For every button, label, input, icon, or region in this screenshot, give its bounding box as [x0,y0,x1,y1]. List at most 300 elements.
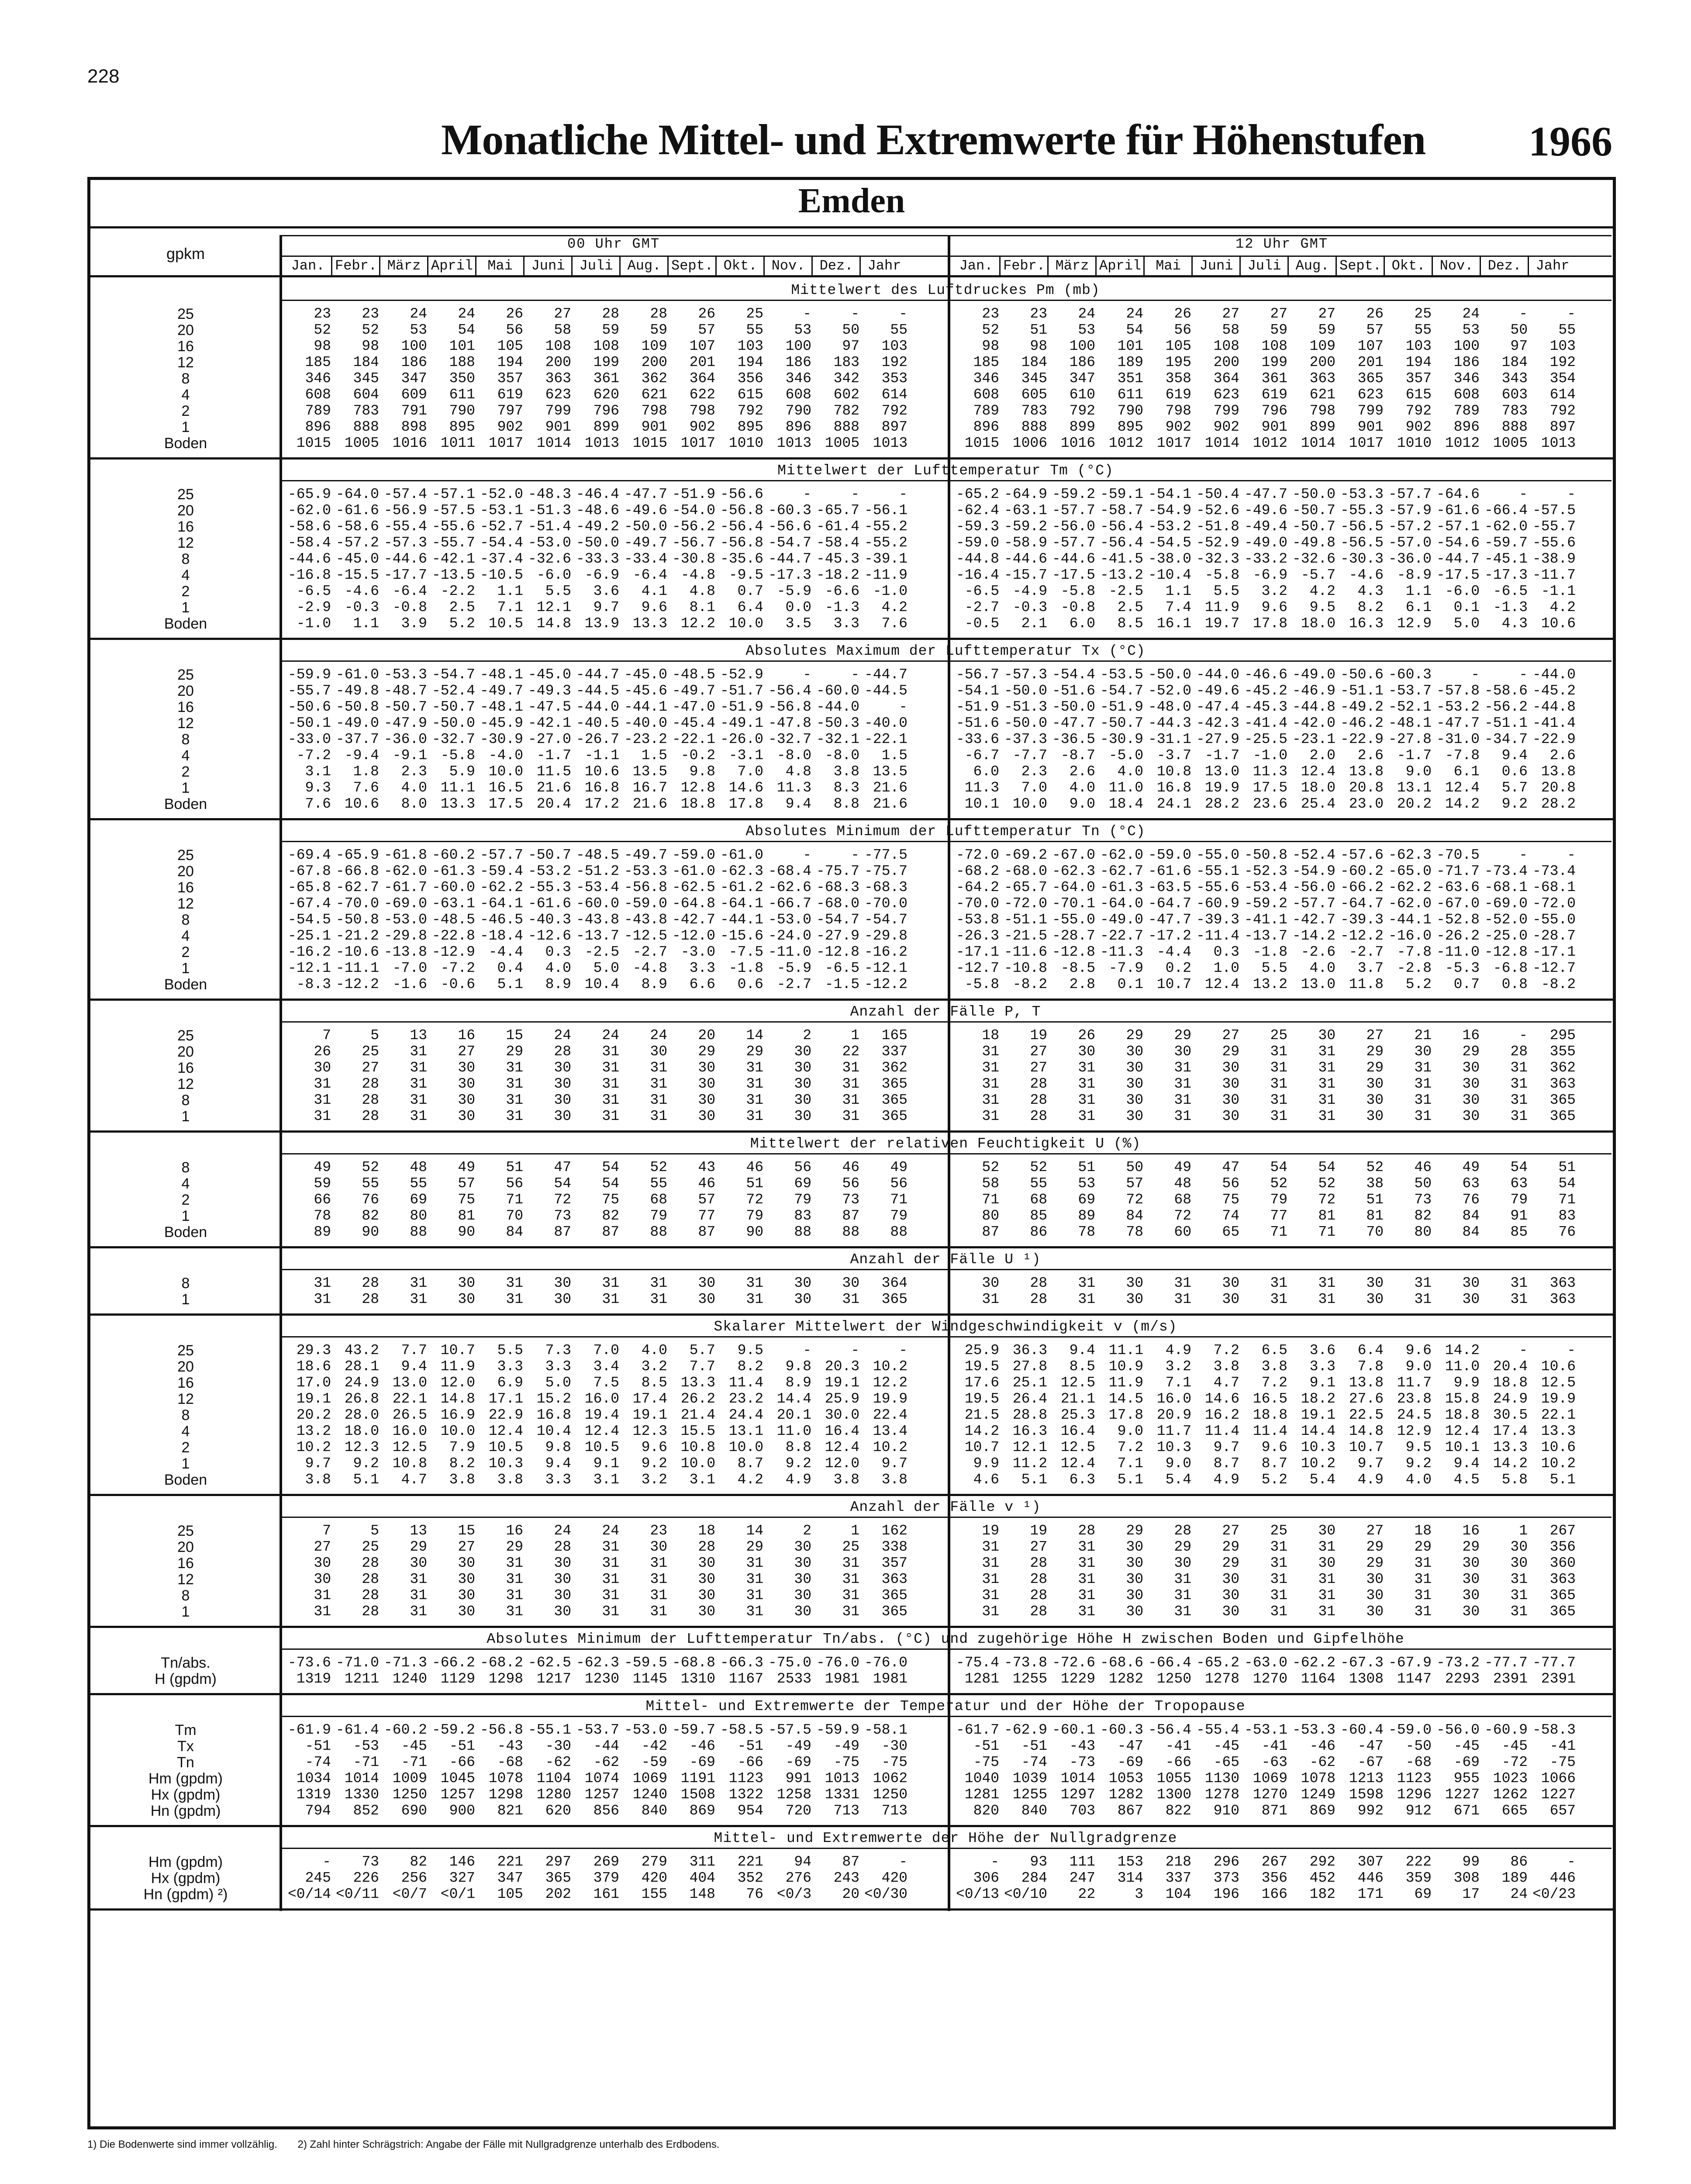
table-cell: 83 [1558,1208,1576,1224]
table-cell: 107 [1357,338,1384,354]
table-cell: 73 [842,1192,859,1208]
table-cell: 31 [1510,1291,1528,1307]
month-header-12-4: Mai [1156,258,1181,274]
table-cell: 23.6 [1253,796,1287,812]
table-cell: <0/13 [956,1886,999,1902]
table-cell: 1.1 [1405,583,1432,599]
table-cell: 1013 [776,435,811,451]
table-cell: 94 [794,1854,811,1870]
table-cell: 796 [593,403,619,419]
table-cell: -57.1 [431,486,475,502]
table-cell: 5.1 [353,1472,379,1488]
table-cell: -66.4 [1484,502,1528,518]
table-cell: 182 [1309,1886,1336,1902]
table-cell: -32.7 [431,731,475,747]
table-cell: 31 [842,1555,859,1571]
table-cell: -46.2 [1340,715,1384,731]
table-cell: -25.0 [1484,928,1528,944]
table-cell: -49.7 [672,683,715,699]
table-cell: -45.0 [528,667,571,683]
table-cell: 28 [1078,1523,1095,1539]
table-cell: 30 [1318,1523,1336,1539]
table-cell: 49 [458,1159,475,1175]
table-cell: 9.0 [1069,796,1095,812]
table-cell: 194 [1405,354,1432,370]
table-cell: 28 [650,306,667,322]
table-cell: 6.0 [1069,615,1095,632]
table-cell: 73 [554,1208,571,1224]
table-cell: -56.4 [1100,535,1143,551]
table-cell: 13.5 [632,764,667,780]
table-cell: 10.0 [440,1423,475,1439]
table-cell: 27.6 [1349,1391,1384,1407]
table-cell: 615 [1405,387,1432,403]
table-cell: 353 [881,370,908,387]
table-cell: 23 [362,306,379,322]
table-cell: -61.7 [956,1722,999,1738]
table-cell: - [899,486,908,502]
table-cell: 108 [1213,338,1239,354]
table-cell: -53 [353,1738,379,1754]
table-cell: -2.8 [1397,960,1432,976]
table-cell: -51.9 [672,486,715,502]
table-cell: 31 [410,1092,427,1108]
table-cell: 1250 [392,1787,427,1803]
table-cell: 194 [497,354,523,370]
table-cell: 54 [1558,1175,1576,1192]
table-cell: -57.5 [1532,502,1576,518]
table-cell: 30 [794,1555,811,1571]
table-cell: 346 [1453,370,1480,387]
table-cell: 888 [353,419,379,435]
table-cell: -68.2 [480,1655,523,1671]
table-cell: 31 [1510,1571,1528,1587]
table-cell: 153 [1117,1854,1143,1870]
table-cell: -13.2 [1100,567,1143,583]
month-header-12-8: Sept. [1339,258,1381,274]
table-cell: 52 [982,1159,999,1175]
table-cell: -40.5 [576,715,619,731]
table-cell: -8.2 [1012,976,1047,992]
table-cell: 10.6 [1541,615,1576,632]
table-cell: -25.5 [1244,731,1287,747]
table-cell: -36.0 [1388,551,1432,567]
table-cell: 3.5 [785,615,811,632]
table-cell: -12.1 [864,960,908,976]
table-cell: 31 [1078,1539,1095,1555]
table-cell: -46 [689,1738,715,1754]
table-cell: 82 [1414,1208,1432,1224]
table-cell: 1147 [1397,1671,1432,1687]
table-cell: 4.0 [545,960,571,976]
table-cell: 31 [1078,1291,1095,1307]
table-cell: 1298 [488,1787,523,1803]
table-cell: 31 [1174,1108,1191,1124]
table-cell: -75.7 [816,863,859,879]
table-cell: 30 [1078,1044,1095,1060]
table-cell: 1270 [1253,1787,1287,1803]
table-cell: 71 [506,1192,523,1208]
table-cell: 27 [1030,1044,1047,1060]
table-cell: 26 [1174,306,1191,322]
table-cell: -6.6 [825,583,859,599]
table-cell: 30.0 [825,1407,859,1423]
table-cell: -49.0 [1100,912,1143,928]
table-cell: 29 [1174,1027,1191,1044]
table-cell: -56.0 [1052,518,1095,535]
table-cell: 783 [1501,403,1528,419]
table-cell: 1010 [1397,435,1432,451]
table-cell: -52.0 [480,486,523,502]
table-cell: 7.9 [449,1439,475,1455]
table-cell: 21.6 [536,780,571,796]
table-cell: 14.2 [964,1423,999,1439]
table-cell: -13.5 [431,567,475,583]
table-cell: 218 [1165,1854,1191,1870]
table-cell: -52.1 [1388,699,1432,715]
table-cell: 31 [506,1587,523,1603]
section-title-9: Absolutes Minimum der Lufttemperatur Tn/abs. (°C) und zugehörige Höhe H zwischen Boden und Gipfelhöhe [487,1631,1405,1647]
table-cell: 18 [982,1027,999,1044]
table-cell: 31 [602,1555,619,1571]
table-cell: -30 [545,1738,571,1754]
table-cell: -32.3 [1196,551,1239,567]
table-cell: 31 [650,1603,667,1620]
table-cell: 24 [1462,306,1480,322]
table-cell: -76.0 [864,1655,908,1671]
table-cell: 7.0 [1021,780,1047,796]
table-cell: 18.0 [1301,780,1336,796]
table-cell: -49.7 [624,847,667,863]
table-cell: -57.7 [1052,502,1095,518]
col-rule [1143,256,1145,275]
table-cell: -71.0 [335,1655,379,1671]
table-cell: 57 [1126,1175,1143,1192]
table-cell: -74 [1021,1754,1047,1770]
table-cell: 9.6 [1405,1342,1432,1358]
row-label-0-0: 25 [177,306,194,322]
table-cell: 2.3 [1021,764,1047,780]
table-cell: 25 [1270,1027,1287,1044]
table-cell: 31 [1414,1603,1432,1620]
table-cell: 5.5 [1261,960,1287,976]
section-bottom-line-10 [90,1825,1613,1827]
table-cell: 871 [1261,1803,1287,1819]
table-cell: -50.7 [528,847,571,863]
table-cell: -68 [1405,1754,1432,1770]
table-cell: 337 [1165,1870,1191,1886]
table-cell: 31 [1078,1603,1095,1620]
table-cell: 88 [410,1224,427,1240]
table-cell: 31 [842,1291,859,1307]
table-cell: 29 [410,1539,427,1555]
table-cell: 31 [1414,1060,1432,1076]
table-cell: -8.3 [296,976,331,992]
table-cell: -36.0 [383,731,427,747]
table-cell: 31 [314,1108,331,1124]
table-cell: 56 [1174,322,1191,338]
table-cell: -63 [1261,1754,1287,1770]
table-cell: 7.8 [1357,1358,1384,1375]
table-cell: -52.7 [480,518,523,535]
table-cell: -68.1 [1484,879,1528,895]
table-cell: 1250 [873,1787,908,1803]
table-cell: 4.0 [1117,764,1143,780]
table-cell: -55.7 [431,535,475,551]
table-cell: 31 [1174,1571,1191,1587]
table-cell: -53.4 [576,879,619,895]
table-cell: 4.1 [641,583,667,599]
table-cell: 1257 [440,1787,475,1803]
table-cell: 27.8 [1012,1358,1047,1375]
table-cell: 31 [650,1092,667,1108]
table-cell: -33.3 [576,551,619,567]
table-cell: - [851,847,859,863]
table-cell: 1981 [873,1671,908,1687]
section-title-line-9 [280,1648,1612,1650]
table-cell: -17.1 [956,944,999,960]
table-cell: 9.6 [1261,599,1287,615]
table-cell: 245 [305,1870,331,1886]
table-cell: 31 [602,1603,619,1620]
table-cell: 31 [506,1076,523,1092]
table-cell: -70.0 [956,895,999,912]
table-cell: 362 [1550,1060,1576,1076]
section-title-2: Absolutes Maximum der Lufttemperatur Tx (°C) [745,643,1146,659]
table-cell: -50.0 [1148,667,1191,683]
row-label-11-0: Hm (gpdm) [148,1854,223,1870]
table-cell: 28.2 [1541,796,1576,812]
table-cell: 29 [506,1539,523,1555]
table-cell: 2.5 [449,599,475,615]
table-cell: -52.4 [1292,847,1336,863]
table-cell: 196 [1213,1886,1239,1902]
table-cell: 71 [890,1192,908,1208]
table-cell: -22.9 [1340,731,1384,747]
table-cell: 31 [410,1603,427,1620]
table-cell: 604 [353,387,379,403]
table-cell: 52 [1270,1175,1287,1192]
table-cell: -50.0 [624,518,667,535]
table-cell: 243 [833,1870,859,1886]
table-cell: 31 [1174,1587,1191,1603]
table-cell: 0.7 [1453,976,1480,992]
table-cell: 55 [1030,1175,1047,1192]
table-cell: 200 [545,354,571,370]
table-cell: 108 [545,338,571,354]
table-cell: 30 [554,1076,571,1092]
table-cell: 82 [602,1208,619,1224]
table-cell: 1213 [1349,1770,1384,1787]
table-cell: 9.0 [1165,1455,1191,1472]
table-cell: 43.2 [344,1342,379,1358]
table-cell: 26 [1078,1027,1095,1044]
table-cell: 31 [1510,1092,1528,1108]
table-cell: 195 [1165,354,1191,370]
table-cell: -8.5 [1060,960,1095,976]
table-cell: 7.2 [1261,1375,1287,1391]
table-cell: 30 [458,1108,475,1124]
table-cell: 3.8 [833,1472,859,1488]
table-cell: 9.6 [641,599,667,615]
table-cell: 10.1 [1445,1439,1480,1455]
table-cell: 292 [1309,1854,1336,1870]
row-label-11-2: Hn (gpdm) ²) [143,1886,228,1903]
table-cell: -59.0 [956,535,999,551]
table-cell: 337 [881,1044,908,1060]
table-cell: 1015 [296,435,331,451]
table-cell: -50.3 [816,715,859,731]
table-cell: 1014 [344,1770,379,1787]
table-cell: 4.9 [785,1472,811,1488]
table-cell: 1211 [344,1671,379,1687]
table-cell: 18.8 [1445,1407,1480,1423]
table-cell: 31 [746,1076,763,1092]
table-cell: 30 [554,1092,571,1108]
table-cell: 352 [737,1870,763,1886]
row-label-8-3: 12 [177,1571,194,1588]
table-cell: -43.8 [576,912,619,928]
table-cell: 29 [506,1044,523,1060]
table-cell: 30 [554,1571,571,1587]
table-cell: -65.2 [1196,1655,1239,1671]
table-cell: -44.7 [864,667,908,683]
table-cell: -1.3 [1493,599,1528,615]
table-cell: -62.2 [480,879,523,895]
table-cell: 31 [1078,1275,1095,1291]
table-cell: 365 [545,1870,571,1886]
table-cell: 31 [602,1060,619,1076]
table-cell: 25.9 [825,1391,859,1407]
table-cell: -56.4 [768,683,811,699]
table-cell: -54.6 [1436,535,1480,551]
table-cell: 1331 [825,1787,859,1803]
table-cell: -29.8 [383,928,427,944]
table-cell: -45.3 [816,551,859,567]
table-cell: 867 [1117,1803,1143,1819]
table-cell: 23.0 [1349,796,1384,812]
row-label-7-4: 8 [181,1407,190,1424]
table-cell: -52.0 [1148,683,1191,699]
table-cell: 17.4 [632,1391,667,1407]
table-cell: -64.2 [956,879,999,895]
table-cell: 1129 [440,1671,475,1687]
table-cell: 902 [1165,419,1191,435]
table-cell: 184 [1021,354,1047,370]
table-cell: -46.5 [480,912,523,928]
table-cell: 2.6 [1069,764,1095,780]
table-cell: 9.5 [1309,599,1336,615]
table-cell: -56.0 [1292,879,1336,895]
row-label-3-8: Boden [164,976,207,993]
table-cell: 59 [1270,322,1287,338]
table-cell: 912 [1405,1803,1432,1819]
table-cell: 720 [785,1803,811,1819]
table-cell: 622 [689,387,715,403]
table-cell: -59.2 [1052,486,1095,502]
table-cell: 28.1 [344,1358,379,1375]
table-cell: 17.4 [1493,1423,1528,1439]
table-cell: 31 [410,1060,427,1076]
table-cell: 15 [458,1523,475,1539]
table-cell: -16.0 [1388,928,1432,944]
table-cell: 0.6 [1501,764,1528,780]
table-cell: -60.4 [1340,1722,1384,1738]
table-cell: 269 [593,1854,619,1870]
table-cell: 30 [1366,1587,1384,1603]
section-title-8: Anzahl der Fälle v ¹) [850,1499,1041,1515]
table-cell: 11.3 [964,780,999,796]
table-cell: -51.1 [1004,912,1047,928]
table-cell: 1011 [440,435,475,451]
table-cell: 31 [314,1603,331,1620]
table-cell: -22.9 [1532,731,1576,747]
table-cell: 5.2 [1405,976,1432,992]
table-cell: 1281 [964,1671,999,1687]
table-cell: 11.0 [1445,1358,1480,1375]
table-cell: 15 [506,1027,523,1044]
table-cell: -62.3 [720,863,763,879]
table-cell: 25 [842,1539,859,1555]
table-cell: -42.7 [672,912,715,928]
table-cell: 79 [746,1208,763,1224]
table-cell: -17.5 [1436,567,1480,583]
table-cell: 31 [982,1076,999,1092]
table-cell: 20.8 [1541,780,1576,796]
table-cell: 53 [410,322,427,338]
table-cell: -28.7 [1532,928,1576,944]
table-cell: -12.1 [287,960,331,976]
table-cell: -75.7 [864,863,908,879]
table-cell: -60.3 [1100,1722,1143,1738]
table-cell: 47 [554,1159,571,1175]
table-cell: -72.0 [1004,895,1047,912]
table-cell: 30 [458,1291,475,1307]
row-label-0-1: 20 [177,322,194,339]
table-cell: 109 [641,338,667,354]
table-cell: 189 [1501,1870,1528,1886]
table-cell: 90 [362,1224,379,1240]
table-cell: -51.3 [528,502,571,518]
month-header-00-9: Okt. [723,258,757,274]
table-cell: 404 [689,1870,715,1886]
table-cell: 55 [362,1175,379,1192]
table-cell: 10.2 [873,1439,908,1455]
table-cell: 955 [1453,1770,1480,1787]
table-cell: -72 [1501,1754,1528,1770]
table-cell: 671 [1453,1803,1480,1819]
table-cell: -4.8 [632,960,667,976]
table-cell: 9.5 [1405,1439,1432,1455]
table-cell: 11.4 [1253,1423,1287,1439]
table-cell: 19 [982,1523,999,1539]
table-cell: -45.0 [624,667,667,683]
table-cell: -41.5 [1100,551,1143,567]
table-cell: -44.8 [1292,699,1336,715]
table-cell: -1.3 [825,599,859,615]
table-cell: 799 [1357,403,1384,419]
table-cell: -61.6 [335,502,379,518]
table-cell: 789 [973,403,999,419]
table-cell: 25 [1270,1523,1287,1539]
table-cell: 1040 [964,1770,999,1787]
table-cell: 31 [650,1587,667,1603]
table-cell: 165 [881,1027,908,1044]
table-cell: 790 [449,403,475,419]
table-cell: -64.1 [480,895,523,912]
table-cell: -53.3 [1292,1722,1336,1738]
table-cell: -47.7 [624,486,667,502]
